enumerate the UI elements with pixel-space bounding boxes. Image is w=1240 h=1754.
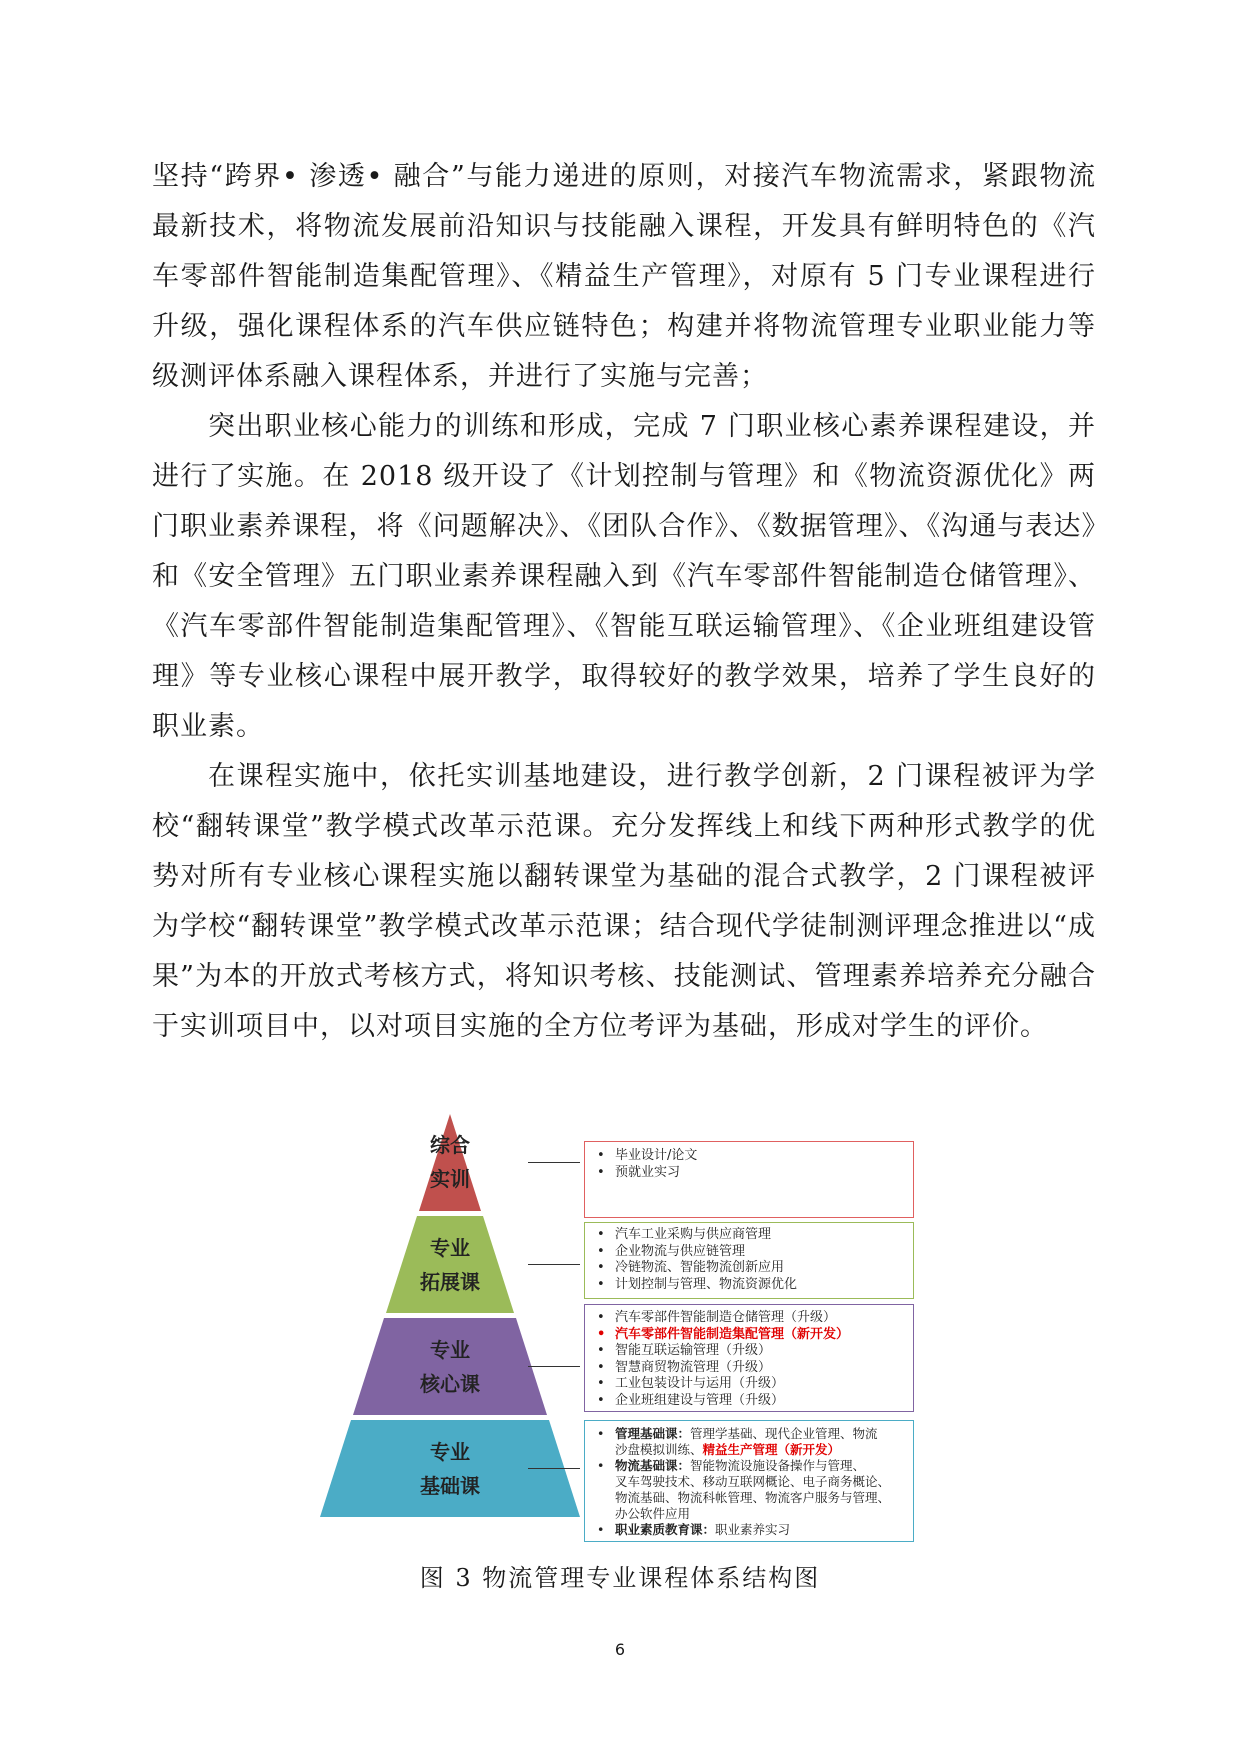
list-item: • 智慧商贸物流管理（升级） bbox=[595, 1360, 903, 1377]
connector-line bbox=[528, 1366, 580, 1367]
management-basics-text: 沙盘模拟训练、 bbox=[615, 1442, 703, 1457]
tier-label-line: 实训 bbox=[430, 1167, 470, 1191]
paragraph-2: 突出职业核心能力的训练和形成，完成 7 门职业核心素养课程建设，并进行了实施。在 2018 级开设了《计划控制与管理》和《物流资源优化》两门职业素养课程，将《问题解决》、《团队合作》、《数据管理》、《沟通与表达》和《安全管理》五门职业素养课程融入到《汽车零部件智能制造仓储管理》、《汽车零部件智能制造集配管理》、《智能互联运输管理》、《企业班组建设管理》等专业核心课程中展开教学，取得较好的教学效果，培养了学生良好的职业素。 bbox=[152, 411, 1096, 742]
logistics-basics-text: 办公软件应用 bbox=[615, 1506, 691, 1521]
management-basics-title: 管理基础课： bbox=[615, 1426, 691, 1441]
highlight-new-course: 精益生产管理（新开发） bbox=[702, 1442, 841, 1457]
management-basics-text: 管理学基础、现代企业管理、物流 bbox=[690, 1426, 878, 1441]
list-item: • 工业包装设计与运用（升级） bbox=[595, 1376, 903, 1393]
tier-label-line: 专业 bbox=[430, 1440, 470, 1464]
list-item: • 汽车工业采购与供应商管理 bbox=[595, 1227, 903, 1244]
logistics-basics-text: 物流基础、物流科帐管理、物流客户服务与管理、 bbox=[615, 1490, 891, 1505]
tier-label-line: 综合 bbox=[430, 1133, 470, 1157]
list-item: • 汽车零部件智能制造仓储管理（升级） bbox=[595, 1310, 903, 1327]
list-item: • 预就业实习 bbox=[595, 1165, 903, 1182]
tier-box-extension bbox=[584, 1222, 914, 1299]
vocational-quality-title: 职业素质教育课： bbox=[615, 1522, 716, 1537]
tier-label-comprehensive bbox=[390, 1128, 510, 1196]
tier-label-line: 拓展课 bbox=[420, 1270, 480, 1294]
tier-label-line: 基础课 bbox=[420, 1474, 480, 1498]
connector-line bbox=[528, 1264, 580, 1265]
tier-label-line: 核心课 bbox=[420, 1372, 480, 1396]
paragraph-1: 坚持“跨界• 渗透• 融合”与能力递进的原则，对接汽车物流需求，紧跟物流最新技术，将物流发展前沿知识与技能融入课程，开发具有鲜明特色的《汽车零部件智能制造集配管理》、《精益生产管理》，对原有 5 门专业课程进行升级，强化课程体系的汽车供应链特色；构建并将物流管理专业职业能力等级测评体系融入课程体系，并进行了实施与完善； bbox=[152, 161, 1096, 392]
tier-box-core bbox=[584, 1304, 914, 1412]
tier-label-line: 专业 bbox=[430, 1338, 470, 1362]
logistics-basics-text: 智能物流设施设备操作与管理、 bbox=[690, 1458, 866, 1473]
vocational-quality-text: 职业素养实习 bbox=[715, 1522, 791, 1537]
list-item: • 企业物流与供应链管理 bbox=[595, 1244, 903, 1261]
logistics-basics-title: 物流基础课： bbox=[615, 1458, 691, 1473]
tier-label-foundation bbox=[390, 1435, 510, 1503]
tier-label-core bbox=[390, 1333, 510, 1401]
list-item: • 冷链物流、智能物流创新应用 bbox=[595, 1260, 903, 1277]
list-item-highlight: • 汽车零部件智能制造集配管理（新开发） bbox=[595, 1327, 903, 1344]
page-number: 6 bbox=[614, 1640, 626, 1659]
tier-box-foundation bbox=[584, 1420, 914, 1542]
tier-label-line: 专业 bbox=[430, 1236, 470, 1260]
connector-line bbox=[528, 1468, 580, 1469]
list-item: • 智能互联运输管理（升级） bbox=[595, 1343, 903, 1360]
list-item bbox=[595, 1426, 903, 1458]
logistics-basics-text: 叉车驾驶技术、移动互联网概论、电子商务概论、 bbox=[615, 1474, 891, 1489]
list-item: • 毕业设计/论文 bbox=[595, 1148, 903, 1165]
paragraph-3: 在课程实施中，依托实训基地建设，进行教学创新，2 门课程被评为学校“翻转课堂”教学模式改革示范课。充分发挥线上和线下两种形式教学的优势对所有专业核心课程实施以翻转课堂为基础的混合式教学，2 门课程被评为学校“翻转课堂”教学模式改革示范课；结合现代学徒制测评理念推进以“成果”为本的开放式考核方式，将知识考核、技能测试、管理素养培养充分融合于实训项目中，以对项目实施的全方位考评为基础，形成对学生的评价。 bbox=[152, 761, 1096, 1042]
figure-caption: 图 3 物流管理专业课程体系结构图 bbox=[419, 1564, 821, 1592]
connector-line bbox=[528, 1162, 580, 1163]
list-item bbox=[595, 1522, 903, 1538]
tier-box-comprehensive bbox=[584, 1141, 914, 1218]
list-item: • 企业班组建设与管理（升级） bbox=[595, 1393, 903, 1410]
list-item bbox=[595, 1458, 903, 1522]
list-item: • 计划控制与管理、物流资源优化 bbox=[595, 1277, 903, 1294]
tier-label-extension bbox=[390, 1231, 510, 1299]
